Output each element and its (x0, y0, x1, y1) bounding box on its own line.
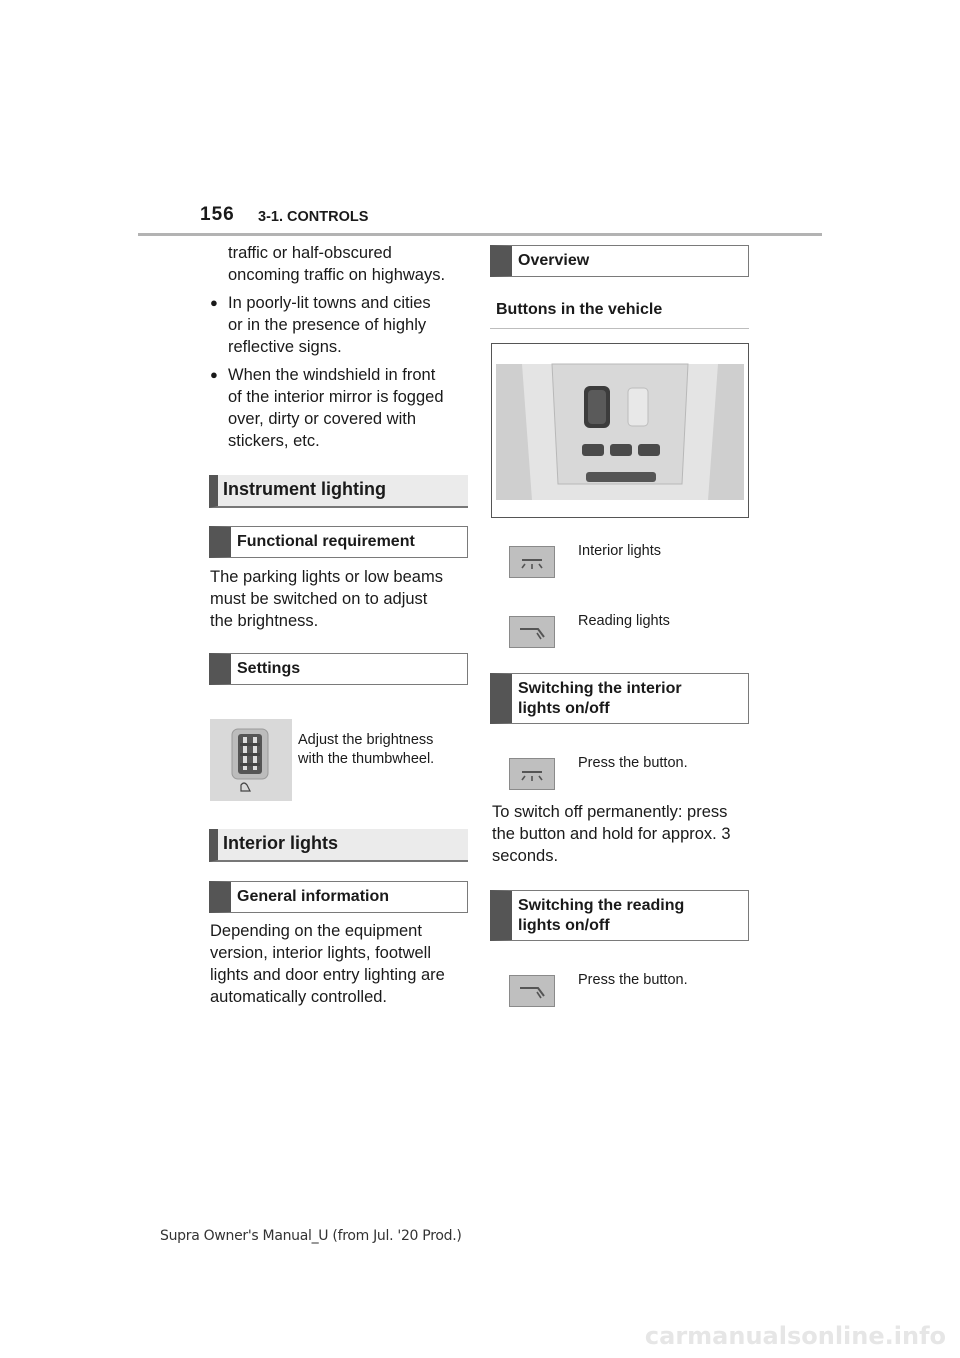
bullet-line: In poorly-lit towns and cities (228, 294, 431, 312)
interior-press-text: Press the button. (578, 755, 688, 771)
text-line: To switch off permanently: press (492, 803, 728, 821)
reading-light-icon (509, 975, 555, 1007)
bullet-dot-icon: ● (210, 367, 218, 382)
thumbwheel-icon (210, 719, 292, 801)
heading-settings: Settings (209, 653, 468, 685)
bullet-item (210, 292, 478, 358)
intro-paragraph (228, 242, 445, 286)
footer-text: Supra Owner's Manual_U (from Jul. '20 Prod.) (160, 1228, 462, 1244)
caption-line: Adjust the brightness (298, 732, 434, 748)
bullet-item (210, 364, 478, 452)
text-line: seconds. (492, 847, 559, 865)
caption-line: with the thumbwheel. (298, 751, 435, 767)
text-line: lights and door entry lighting are (210, 966, 445, 984)
heading-line: lights on/off (518, 700, 610, 717)
thumbwheel-image (210, 719, 292, 801)
settings-caption (298, 731, 434, 769)
heading-switching-reading (490, 890, 749, 941)
bullet-line: over, dirty or covered with (228, 410, 416, 428)
text-line: the brightness. (210, 612, 319, 630)
bullet-line: reflective signs. (228, 338, 342, 356)
intro-line: traffic or half-obscured (228, 244, 392, 262)
header-rule (138, 233, 822, 236)
switch-off-paragraph (492, 801, 731, 867)
heading-line: Switching the reading (518, 897, 685, 914)
heading-switching-interior (490, 673, 749, 724)
heading-general-information: General information (209, 881, 468, 913)
watermark: carmanualsonline.info (644, 1322, 946, 1350)
bullet-line: stickers, etc. (228, 432, 320, 450)
text-line: The parking lights or low beams (210, 568, 443, 586)
general-paragraph (210, 920, 445, 1008)
heading-line: Switching the interior (518, 680, 682, 697)
reading-press-text: Press the button. (578, 972, 688, 988)
heading-functional-requirement: Functional requirement (209, 526, 468, 558)
bullet-line: When the windshield in front (228, 366, 436, 384)
interior-light-icon (509, 758, 555, 790)
heading-overview: Overview (490, 245, 749, 277)
heading-interior-lights: Interior lights (209, 829, 468, 862)
interior-light-icon (509, 546, 555, 578)
heading-instrument-lighting: Instrument lighting (209, 475, 468, 508)
bullet-dot-icon: ● (210, 295, 218, 310)
text-line: version, interior lights, footwell (210, 944, 432, 962)
text-line: must be switched on to adjust (210, 590, 428, 608)
legend-label: Interior lights (578, 543, 662, 559)
text-line: automatically controlled. (210, 988, 388, 1006)
heading-line: lights on/off (518, 917, 610, 934)
overhead-console-icon (492, 344, 748, 517)
overhead-console-image (491, 343, 749, 518)
intro-line: oncoming traffic on highways. (228, 266, 446, 284)
text-line: the button and hold for approx. 3 (492, 825, 731, 843)
page-number: 156 (200, 204, 235, 225)
reading-light-icon (509, 616, 555, 648)
bullet-line: of the interior mirror is fogged (228, 388, 444, 406)
section-title: 3-1. CONTROLS (258, 209, 369, 225)
legend-label: Reading lights (578, 613, 670, 629)
text-line: Depending on the equipment (210, 922, 422, 940)
functional-paragraph (210, 566, 443, 632)
heading-buttons-in-vehicle: Buttons in the vehicle (490, 301, 749, 329)
bullet-line: or in the presence of highly (228, 316, 427, 334)
